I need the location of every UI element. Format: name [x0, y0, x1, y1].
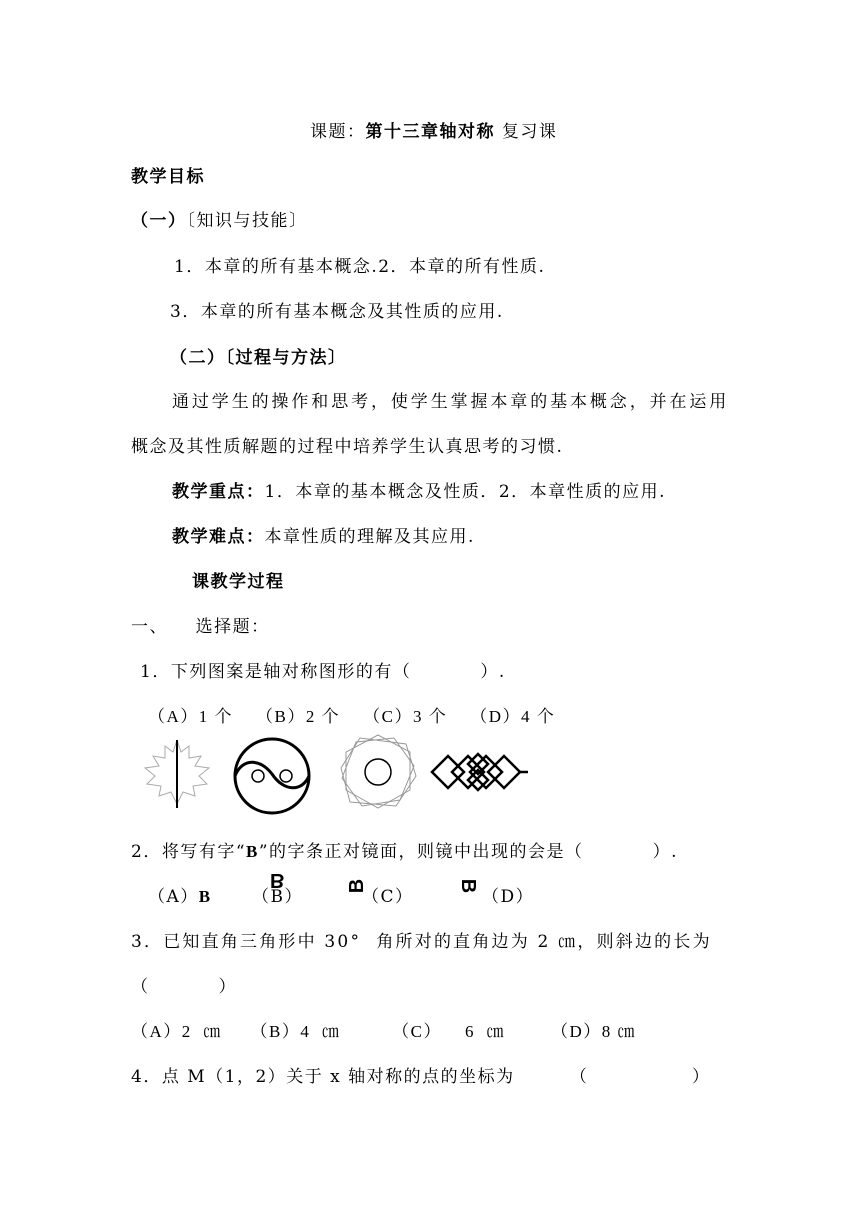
figure-leaf [145, 738, 215, 808]
figure-knot [430, 748, 530, 798]
section1-item3: 3．本章的所有基本概念及其性质的应用. [170, 302, 504, 322]
page-title [310, 117, 557, 142]
title-prefix: 课题： [310, 122, 366, 142]
q3-options: （A）2 ㎝ （B）4 ㎝ （C） 6 ㎝ （D）8 ㎝ [131, 1022, 636, 1041]
figure-yinyang [232, 736, 312, 816]
q2-opt-a-letter: B [198, 887, 212, 906]
difficulties [172, 522, 475, 547]
section2-heading: （二）〔过程与方法〕 [170, 348, 347, 368]
q2-opt-c: （C） [362, 887, 414, 907]
q2-stem-prefix: 2．将写有字“ [131, 842, 247, 862]
section1-heading [131, 206, 308, 231]
q2-glyph-c: B [346, 878, 369, 894]
section1-heading-text: 〔知识与技能〕 [186, 211, 308, 231]
q3-line1: 3．已知直角三角形中 30° 角所对的直角边为 2 ㎝，则斜边的长为 [131, 932, 712, 952]
q2-stem-letter: B [246, 842, 259, 861]
q2-options [148, 882, 212, 907]
key-points [172, 477, 666, 502]
q2-stem-suffix: ”的字条正对镜面，则镜中出现的会是（ ）. [258, 842, 678, 862]
difficulties-label: 教学难点： [172, 527, 265, 547]
q1-stem: 1．下列图案是轴对称图形的有（ ）. [140, 662, 506, 682]
q2-opt-a: （A） [148, 887, 199, 907]
section1-item1: 1．本章的所有基本概念.2．本章的所有性质. [174, 257, 546, 277]
part1-heading: 一、 选择题： [131, 617, 270, 637]
q2-opt-d: （D） [482, 887, 535, 907]
q2-glyph-d: B [457, 878, 480, 894]
q4-stem: 4．点 M（1，2）关于 x 轴对称的点的坐标为 （ ） [131, 1067, 711, 1087]
objectives-heading: 教学目标 [131, 167, 205, 187]
q1-options: （A）1 个 （B）2 个 （C）3 个 （D）4 个 [148, 707, 556, 726]
section1-heading-num: （一） [131, 211, 187, 231]
title-main: 第十三章轴对称 [365, 122, 495, 142]
title-suffix: 复习课 [495, 122, 558, 142]
section2-para-line2: 概念及其性质解题的过程中培养学生认真思考的习惯. [131, 437, 564, 457]
key-points-text: 1．本章的基本概念及性质．2．本章性质的应用. [264, 482, 667, 502]
difficulties-text: 本章性质的理解及其应用. [264, 527, 475, 547]
q3-line2: （ ） [131, 977, 238, 997]
process-heading: 课教学过程 [192, 572, 285, 592]
section2-para-line1: 通过学生的操作和思考，使学生掌握本章的基本概念，并在运用 [172, 392, 730, 412]
q2-opt-b: （B） [252, 887, 303, 907]
key-points-label: 教学重点： [172, 482, 265, 502]
figure-hexagon [338, 732, 418, 812]
q2-glyph-b: B [270, 869, 285, 891]
q2-stem [131, 837, 678, 862]
